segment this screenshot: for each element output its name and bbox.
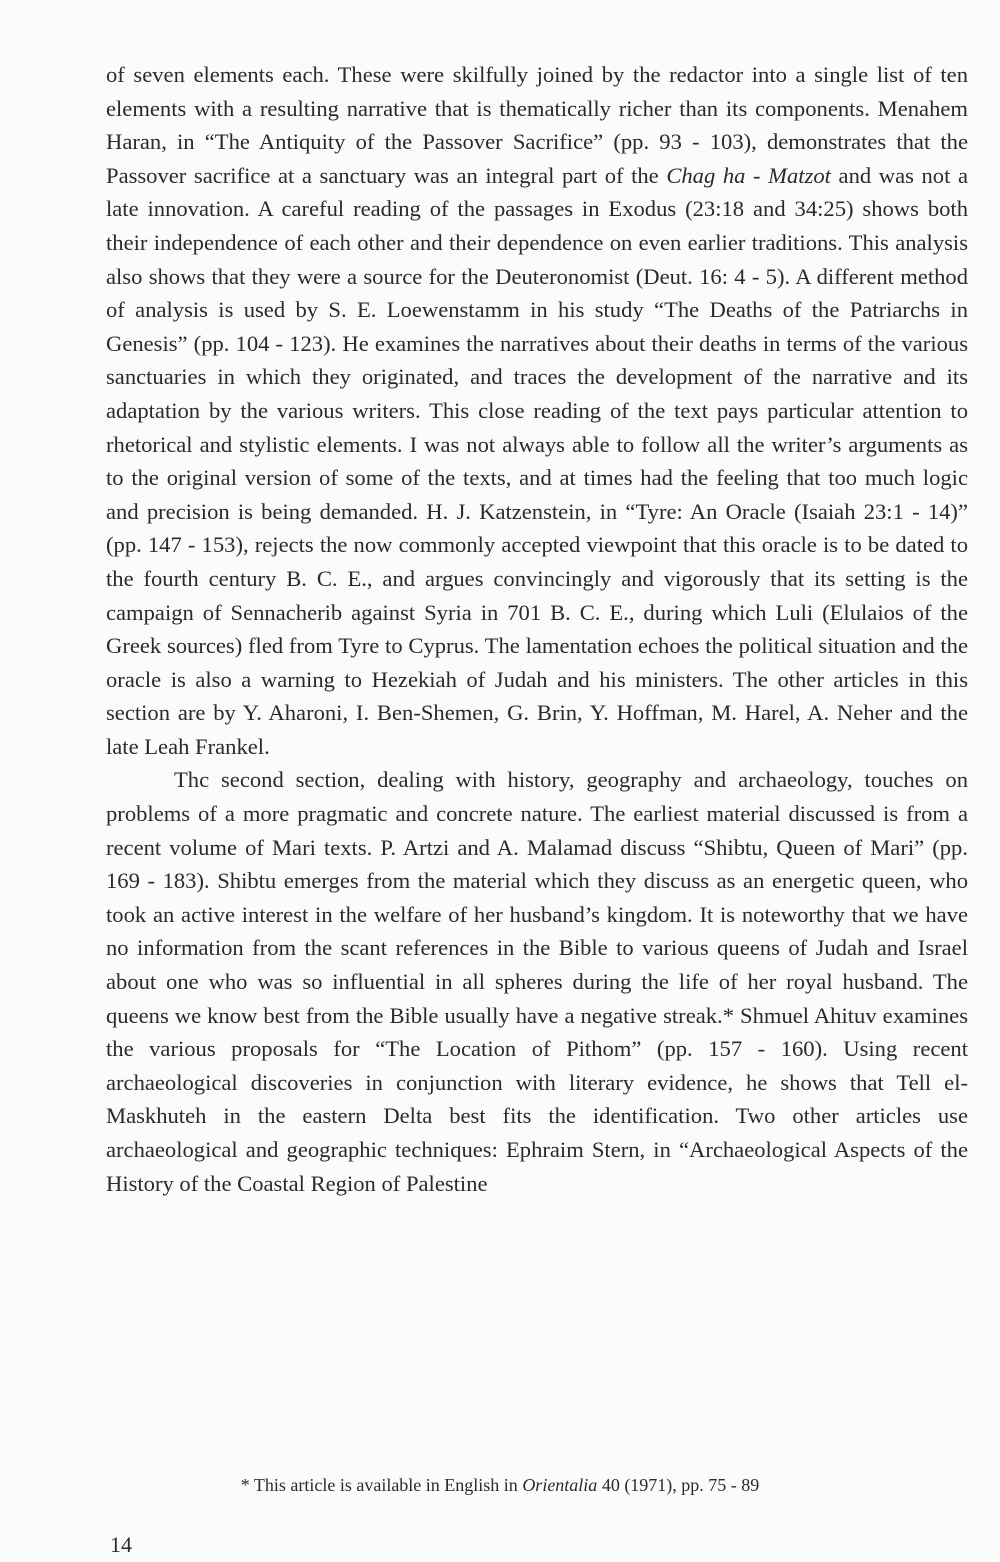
paragraph-1-part-1: of seven elements each. These were skilfully joined by the redactor into a single list of ten elements with a resulting narrative that is thematically richer than its components. Menahem Haran, in “The Antiquity of the Passover Sacrifice” (pp. 93 - 103), demonstrates that the Passover sacrifice at a sanctuary was an integral part of the xyxy=(106,62,968,188)
paragraph-2: Thc second section, dealing with history, geography and archaeology, touches on problems of a more pragmatic and concrete nature. The earliest material discussed is from a recent volume of Mari texts. P. Artzi and A. Malamad discuss “Shibtu, Queen of Mari” (pp. 169 - 183). Shibtu emerges from the material which they discuss as an energetic queen, who took an active interest in the welfare of her husband’s kingdom. It is noteworthy that we have no information from the scant references in the Bible to various queens of Judah and Israel about one who was so influential in all spheres during the life of her royal husband. The queens we know best from the Bible usually have a negative streak.* Shmuel Ahituv examines the various proposals for “The Location of Pithom” (pp. 157 - 160). Using recent archaeological discoveries in conjunction with literary evidence, he shows that Tell el-Maskhuteh in the eastern Delta best fits the identification. Two other articles use archaeological and geographic techniques: Ephraim Stern, in “Archaeological Aspects of the History of the Coastal Region of Palestine xyxy=(106,767,968,1196)
paragraph-1 xyxy=(106,58,968,763)
footnote-italic-title: Orientalia xyxy=(522,1475,598,1495)
footnote-part-2: 40 (1971), pp. 75 - 89 xyxy=(597,1475,760,1495)
paragraph-1-part-2: and was not a late innovation. A careful reading of the passages in Exodus (23:18 and 34:25) shows both their independence of each other and their dependence on even earlier traditions. This analysis also shows that they were a source for the Deuteronomist (Deut. 16: 4 - 5). A different method of analysis is used by S. E. Loewenstamm in his study “The Deaths of the Patriarchs in Genesis” (pp. 104 - 123). He examines the narratives about their deaths in terms of the various sanctuaries in which they originated, and traces the development of the narrative and its adaptation by the various writers. This close reading of the text pays particular attention to rhetorical and stylistic elements. I was not always able to follow all the writer’s arguments as to the original version of some of the texts, and at times had the feeling that too much logic and precision is being demanded. H. J. Katzenstein, in “Tyre: An Oracle (Isaiah 23:1 - 14)” (pp. 147 - 153), rejects the now commonly accepted viewpoint that this oracle is to be dated to the fourth century B. C. E., and argues convincingly and vigorously that its setting is the campaign of Sennacherib against Syria in 701 B. C. E., during which Luli (Elulaios of the Greek sources) fled from Tyre to Cyprus. The lamentation echoes the political situation and the oracle is also a warning to Hezekiah of Judah and his ministers. The other articles in this section are by Y. Aharoni, I. Ben-Shemen, G. Brin, Y. Hoffman, M. Harel, A. Neher and the late Leah Frankel. xyxy=(106,162,968,759)
body-text xyxy=(106,58,968,1200)
italic-term-chag-ha-matzot: Chag ha - Matzot xyxy=(666,162,831,188)
page-number: 14 xyxy=(110,1532,132,1557)
footnote-part-1: * This article is available in English in xyxy=(240,1475,523,1495)
footnote xyxy=(0,1472,1000,1498)
